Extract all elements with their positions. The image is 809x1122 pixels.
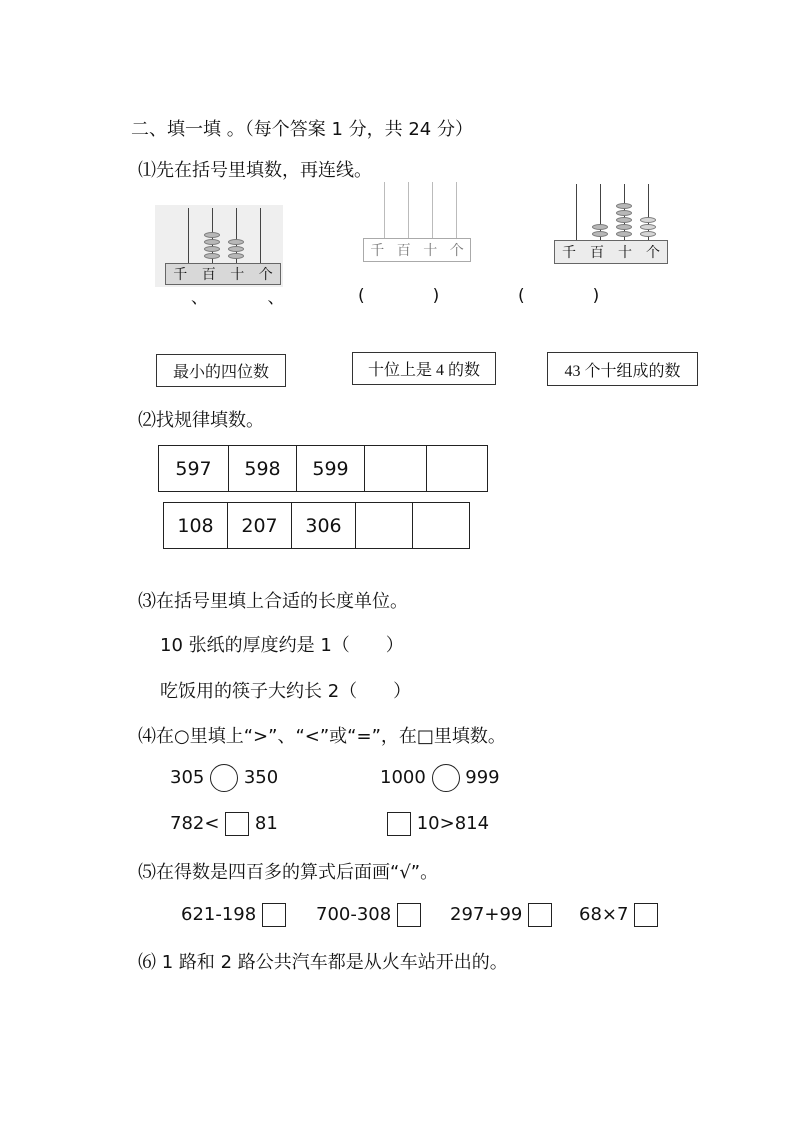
q5-item-2 xyxy=(316,903,421,927)
expression: 700-308 xyxy=(316,904,392,925)
abacus-bead xyxy=(228,253,244,259)
place-label: 千 xyxy=(173,268,188,283)
abacus-base xyxy=(363,238,471,262)
q5-item-3 xyxy=(450,903,552,927)
compare-circle[interactable] xyxy=(210,764,238,792)
compare-right: 999 xyxy=(465,767,500,788)
answer-blank-2[interactable]: ( ) xyxy=(358,286,440,306)
fill-right: 10>814 xyxy=(416,813,490,834)
abacus-bead xyxy=(592,231,608,237)
expression: 297+99 xyxy=(450,904,523,925)
sequence-cell: 207 xyxy=(228,503,292,548)
abacus-bead xyxy=(228,239,244,245)
sequence-cell: 597 xyxy=(159,446,229,491)
place-label: 百 xyxy=(590,246,604,261)
sequence-blank-cell[interactable] xyxy=(413,503,469,548)
option-box-1[interactable]: 最小的四位数 xyxy=(156,354,286,387)
compare-1000-999 xyxy=(380,764,500,792)
abacus-bead xyxy=(616,210,632,216)
check-square[interactable] xyxy=(262,903,286,927)
q5-item-1 xyxy=(181,903,286,927)
q4-prompt: ⑷在○里填上“>”、“<”或“=”，在□里填数。 xyxy=(138,726,506,747)
abacus-bead xyxy=(640,217,656,223)
q5-item-4 xyxy=(579,903,658,927)
abacus-bead xyxy=(204,246,220,252)
expression: 68×7 xyxy=(579,904,629,925)
abacus-bead xyxy=(640,224,656,230)
abacus-bead xyxy=(616,217,632,223)
abacus-bead xyxy=(204,232,220,238)
compare-left: 1000 xyxy=(380,767,426,788)
compare-left: 305 xyxy=(170,767,205,788)
q6-prompt: ⑹ 1 路和 2 路公共汽车都是从火车站开出的。 xyxy=(138,952,508,973)
abacus-bead xyxy=(204,253,220,259)
q1-prompt: ⑴先在括号里填数，再连线。 xyxy=(138,160,372,181)
abacus-3 xyxy=(553,184,669,266)
abacus-bead xyxy=(592,224,608,230)
abacus-bead xyxy=(204,239,220,245)
sequence-cell: 599 xyxy=(297,446,365,491)
sequence-row-1 xyxy=(158,445,488,492)
fill-814 xyxy=(387,812,489,836)
sequence-cell: 598 xyxy=(229,446,297,491)
abacus-bead xyxy=(640,231,656,237)
fill-left: 782< xyxy=(170,813,220,834)
section-title: 二、填一填 。（每个答案 1 分，共 24 分） xyxy=(131,119,473,140)
q5-prompt: ⑸在得数是四百多的算式后面画“√”。 xyxy=(138,862,439,883)
q3-line-2: 吃饭用的筷子大约长 2（ ） xyxy=(160,681,412,702)
sequence-row-2 xyxy=(163,502,470,549)
abacus-1 xyxy=(155,205,283,287)
answer-blank-3[interactable]: ( ) xyxy=(518,286,600,306)
fill-782 xyxy=(170,812,278,836)
place-label: 个 xyxy=(449,244,464,259)
sequence-blank-cell[interactable] xyxy=(427,446,487,491)
sequence-cell: 306 xyxy=(292,503,356,548)
sequence-blank-cell[interactable] xyxy=(356,503,413,548)
abacus-bead xyxy=(616,231,632,237)
abacus-base xyxy=(554,240,668,264)
option-box-2[interactable]: 十位上是 4 的数 xyxy=(352,352,496,385)
place-label: 个 xyxy=(646,246,660,261)
q3-line-1: 10 张纸的厚度约是 1（ ） xyxy=(160,635,404,656)
answer-square[interactable] xyxy=(387,812,411,836)
answer-square[interactable] xyxy=(225,812,249,836)
compare-right: 350 xyxy=(243,767,279,788)
check-square[interactable] xyxy=(528,903,552,927)
q2-prompt: ⑵找规律填数。 xyxy=(138,410,264,431)
abacus-bead xyxy=(228,246,244,252)
q3-prompt: ⑶在括号里填上合适的长度单位。 xyxy=(138,591,408,612)
answer-blank-1[interactable]: 、 、 xyxy=(191,288,285,308)
place-label: 十 xyxy=(618,246,632,261)
check-square[interactable] xyxy=(634,903,658,927)
sequence-cell: 108 xyxy=(164,503,228,548)
place-label: 十 xyxy=(230,268,245,283)
option-box-3[interactable]: 43 个十组成的数 xyxy=(547,352,698,386)
place-label: 千 xyxy=(562,246,576,261)
abacus-2 xyxy=(362,182,472,264)
place-label: 百 xyxy=(201,268,216,283)
compare-305-350 xyxy=(170,764,278,792)
place-label: 百 xyxy=(396,244,411,259)
compare-circle[interactable] xyxy=(432,764,460,792)
place-label: 十 xyxy=(423,244,438,259)
expression: 621-198 xyxy=(181,904,257,925)
fill-right: 81 xyxy=(254,813,278,834)
check-square[interactable] xyxy=(397,903,421,927)
abacus-base xyxy=(165,263,281,285)
sequence-blank-cell[interactable] xyxy=(365,446,427,491)
abacus-bead xyxy=(616,224,632,230)
abacus-bead xyxy=(616,203,632,209)
place-label: 个 xyxy=(258,268,273,283)
place-label: 千 xyxy=(370,244,385,259)
